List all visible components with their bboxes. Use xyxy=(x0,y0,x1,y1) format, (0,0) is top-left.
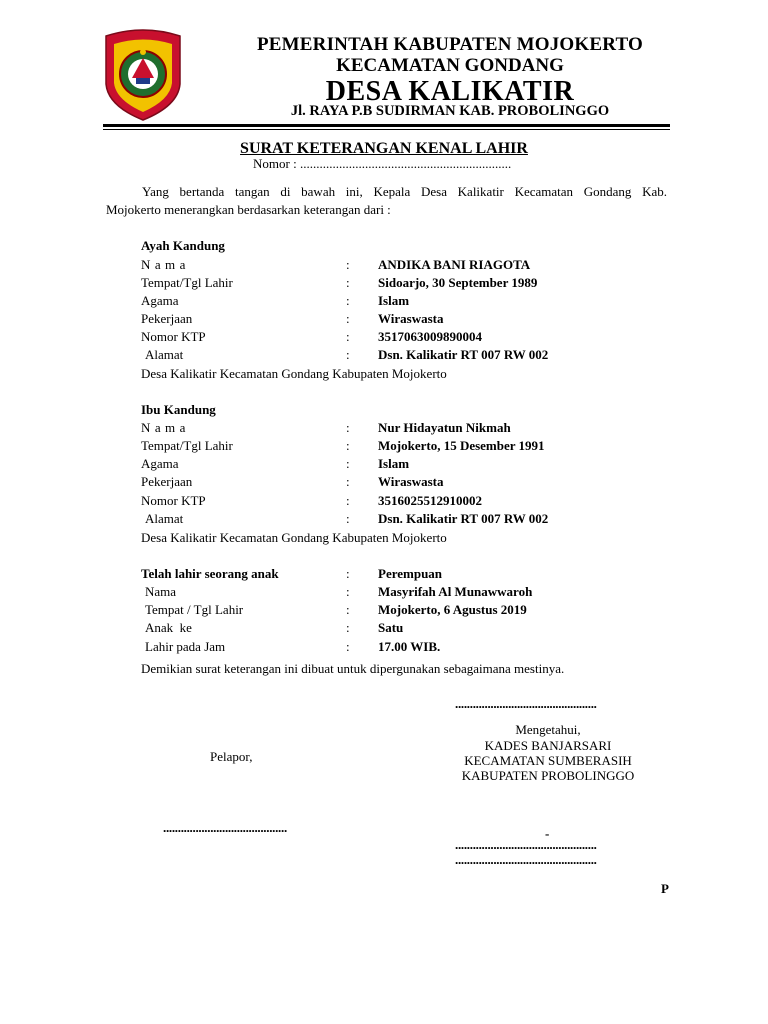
father-birth-value: Sidoarjo, 30 September 1989 xyxy=(378,275,538,290)
document-number: Nomor : ................................................................. xyxy=(253,156,512,171)
mother-job-label: Pekerjaan xyxy=(141,474,193,489)
regency-title: KABUPATEN PROBOLINGGO xyxy=(461,768,635,783)
colon: : xyxy=(346,456,350,471)
closing-statement: Demikian surat keterangan ini dibuat untuk dipergunakan sebagaimana mestinya. xyxy=(141,661,565,676)
mother-address-label: Alamat xyxy=(145,511,184,526)
colon: : xyxy=(346,329,350,344)
village-head-title: KADES BANJARSARI xyxy=(484,738,612,753)
intro-line-2: Mojokerto menerangkan berdasarkan keterangan dari : xyxy=(106,202,391,217)
reporter-label: Pelapor, xyxy=(210,749,253,764)
letterhead-district: KECAMATAN GONDANG xyxy=(336,55,564,76)
colon: : xyxy=(346,474,350,489)
colon: : xyxy=(346,257,350,272)
reporter-signature-line: .......................................... xyxy=(163,820,287,835)
mother-heading: Ibu Kandung xyxy=(141,402,216,417)
acknowledged-label: Mengetahui, xyxy=(515,722,581,737)
father-job-value: Wiraswasta xyxy=(378,311,444,326)
colon: : xyxy=(346,293,350,308)
child-order-label: Anak ke xyxy=(145,620,192,635)
colon: : xyxy=(346,275,350,290)
father-job-label: Pekerjaan xyxy=(141,311,193,326)
letterhead-rule-thick xyxy=(103,124,670,127)
father-religion-label: Agama xyxy=(141,293,179,308)
colon: : xyxy=(346,602,350,617)
mother-ktp-label: Nomor KTP xyxy=(141,493,206,508)
colon: : xyxy=(346,511,350,526)
father-birth-label: Tempat/Tgl Lahir xyxy=(141,275,233,290)
letterhead-government: PEMERINTAH KABUPATEN MOJOKERTO xyxy=(256,34,644,55)
mother-ktp-value: 3516025512910002 xyxy=(378,493,482,508)
child-time-label: Lahir pada Jam xyxy=(145,639,226,654)
father-name-value: ANDIKA BANI RIAGOTA xyxy=(378,257,531,272)
village-head-id-line: ................................................ xyxy=(455,852,597,867)
signature-date-dots: ................................................ xyxy=(455,696,597,711)
colon: : xyxy=(346,347,350,362)
father-ktp-value: 3517063009890004 xyxy=(378,329,482,344)
colon: : xyxy=(346,420,350,435)
letterhead-address: Jl. RAYA P.B SUDIRMAN KAB. PROBOLINGGO xyxy=(290,103,610,119)
colon: : xyxy=(346,438,350,453)
father-religion-value: Islam xyxy=(378,293,410,308)
colon: : xyxy=(346,566,350,581)
colon: : xyxy=(346,639,350,654)
father-address-label: Alamat xyxy=(145,347,184,362)
village-head-signature-line: ................................................ xyxy=(455,837,597,852)
district-title: KECAMATAN SUMBERASIH xyxy=(464,753,632,768)
document-title: SURAT KETERANGAN KENAL LAHIR xyxy=(240,140,528,157)
father-address-continued: Desa Kalikatir Kecamatan Gondang Kabupaten Mojokerto xyxy=(141,366,447,381)
mother-address-continued: Desa Kalikatir Kecamatan Gondang Kabupaten Mojokerto xyxy=(141,530,447,545)
mother-name-value: Nur Hidayatun Nikmah xyxy=(378,420,511,435)
signature-dash: - xyxy=(545,826,550,841)
father-name-label: N a m a xyxy=(141,257,186,272)
child-heading: Telah lahir seorang anak xyxy=(141,566,279,581)
mother-job-value: Wiraswasta xyxy=(378,474,444,489)
colon: : xyxy=(346,311,350,326)
mother-religion-value: Islam xyxy=(378,456,410,471)
mother-address-value: Dsn. Kalikatir RT 007 RW 002 xyxy=(378,511,549,526)
child-name-value: Masyrifah Al Munawwaroh xyxy=(378,584,533,599)
father-ktp-label: Nomor KTP xyxy=(141,329,206,344)
child-birth-value: Mojokerto, 6 Agustus 2019 xyxy=(378,602,527,617)
child-time-value: 17.00 WIB. xyxy=(378,639,441,654)
mother-religion-label: Agama xyxy=(141,456,179,471)
letterhead-village: DESA KALIKATIR xyxy=(325,76,575,107)
letterhead-rule-thin xyxy=(103,129,670,130)
colon: : xyxy=(346,584,350,599)
colon: : xyxy=(346,493,350,508)
mother-birth-label: Tempat/Tgl Lahir xyxy=(141,438,233,453)
child-order-value: Satu xyxy=(378,620,404,635)
regency-emblem-logo xyxy=(98,28,188,122)
intro-line-1: Yang bertanda tangan di bawah ini, Kepala Desa Kalikatir Kecamatan Gondang Kab. xyxy=(142,184,667,199)
child-name-label: Nama xyxy=(145,584,177,599)
father-address-value: Dsn. Kalikatir RT 007 RW 002 xyxy=(378,347,549,362)
mother-name-label: N a m a xyxy=(141,420,186,435)
child-sex-value: Perempuan xyxy=(378,566,443,581)
father-heading: Ayah Kandung xyxy=(141,238,225,253)
colon: : xyxy=(346,620,350,635)
mother-birth-value: Mojokerto, 15 Desember 1991 xyxy=(378,438,545,453)
child-birth-label: Tempat / Tgl Lahir xyxy=(145,602,244,617)
page-mark: P xyxy=(661,881,669,896)
